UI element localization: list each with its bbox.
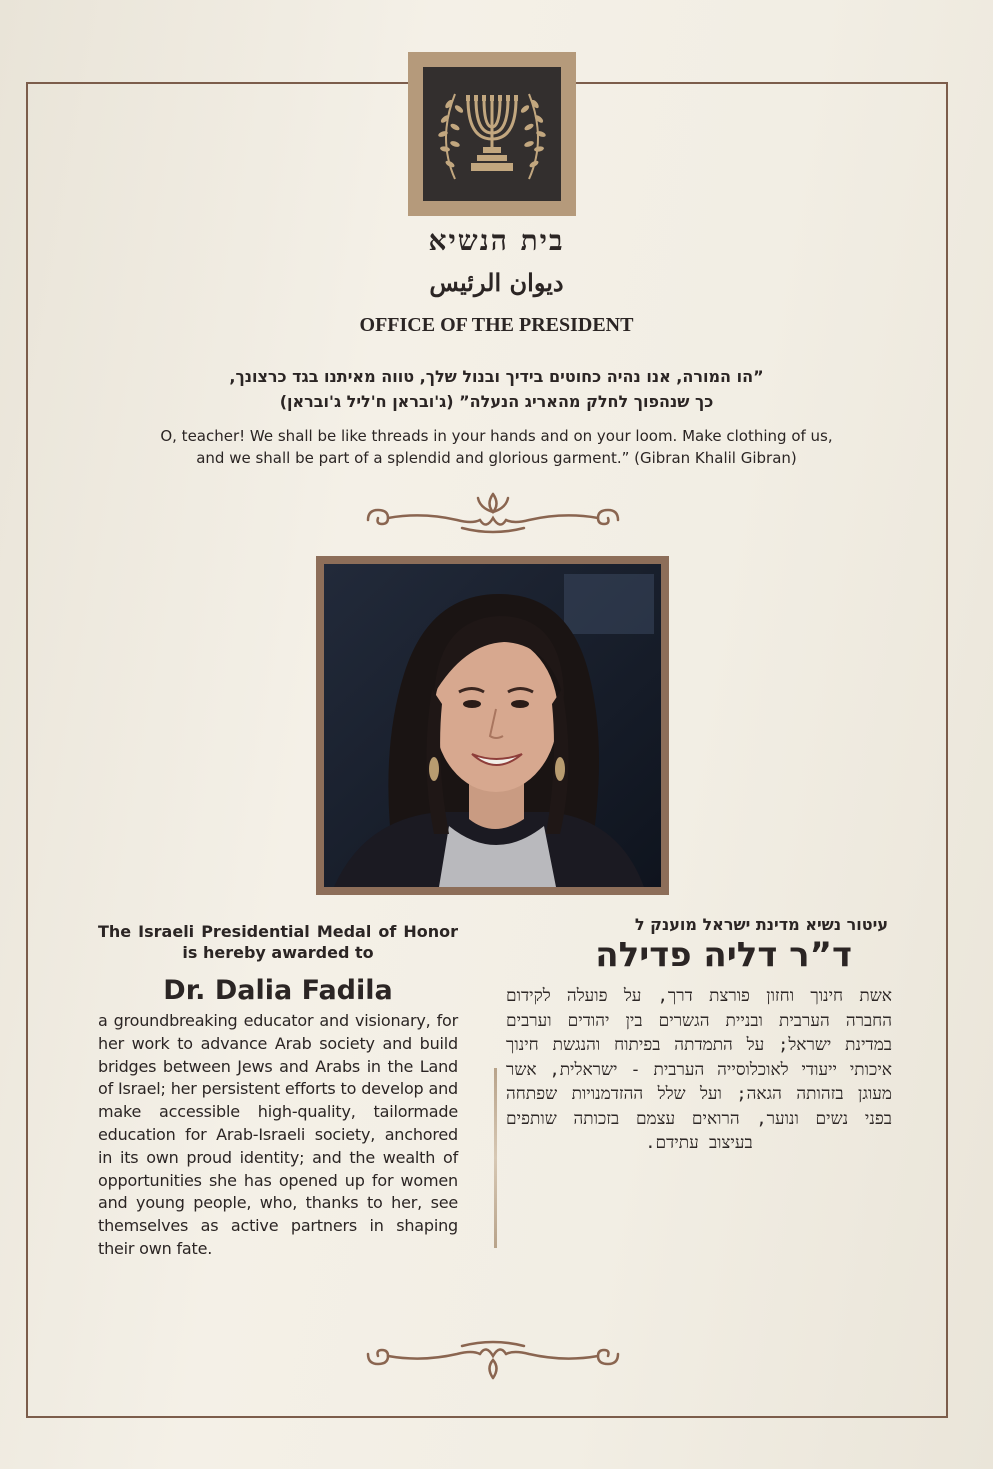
portrait-illustration: [324, 564, 661, 887]
award-intro-english: The Israeli Presidential Medal of Honor is hereby awarded to: [98, 922, 458, 962]
scroll-ornament-icon: [362, 490, 624, 540]
quote-english-line1: O, teacher! We shall be like threads in your hands and on your loom. Make clothing of us,: [160, 427, 833, 445]
recipient-name-hebrew: ד”ר דליה פדילה: [595, 935, 852, 975]
office-title-english: OFFICE OF THE PRESIDENT: [359, 314, 634, 336]
office-title-hebrew: בית הנשיא: [428, 224, 565, 257]
portrait-frame: [316, 556, 669, 895]
emblem-panel: [423, 67, 561, 201]
menorah-emblem-icon: [425, 69, 559, 199]
office-title-arabic: ديوان الرئيس: [429, 268, 564, 297]
citation-english: a groundbreaking educator and visionary, for her work to advance Arab society and build bridges between Jews and Arabs in the Land of Israel; her persistent efforts to develop and make accessible high-quality, tailormade education for Arab-Israeli society, anchored in its own proud identity; and the wealth of opportunities she has opened up for women and young people, who, thanks to her, see themselves as active partners in shaping their own fate.: [98, 1011, 458, 1258]
emblem-frame: [408, 52, 576, 216]
citation-hebrew: אשת חינוך וחזון פורצת דרך, על פועלה לקידום החברה הערבית ובניית הגשרים בין יהודים וערבים במדינת ישראל; על התמדתה בפיתוח והנגשת חינוך איכותי ייעודי לאוכלוסייה הערבית - ישראלית, אשר מעוגן בזהותה הגאה; ועל שלל ההזדמנויות שפתחה בפני נשים ונוער, הרואים עצמם בזכותה שותפים בעיצוב עתידם.: [506, 986, 892, 1153]
column-divider: [494, 1068, 497, 1248]
quote-hebrew-line1: ”הו המורה, אנו נהיה כחוטים בידיך ובנול שלך, טווה מאיתנו בגד כרצונך,: [229, 367, 764, 386]
award-intro-hebrew: עיטור נשיא מדינת ישראל מוענק ל: [634, 915, 888, 934]
quote-hebrew: [60, 364, 933, 414]
scroll-ornament-icon-bottom: [362, 1332, 624, 1382]
recipient-name-english: Dr. Dalia Fadila: [163, 975, 393, 1006]
quote-hebrew-line2: כך שנהפוך לחלק מהאריג הנעלה” (ג'ובראן ח'ליל ג'ובראן): [279, 392, 714, 411]
quote-english: [60, 425, 933, 469]
recipient-portrait: [324, 564, 661, 887]
quote-english-line2: and we shall be part of a splendid and glorious garment.” (Gibran Khalil Gibran): [196, 449, 797, 467]
